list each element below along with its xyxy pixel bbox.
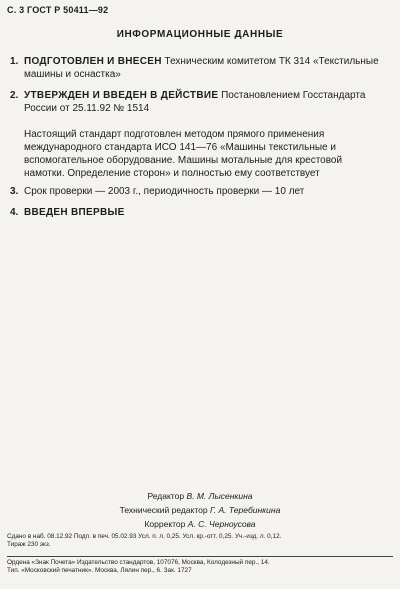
item-number: 4. <box>10 207 19 218</box>
info-item-3 <box>10 185 382 198</box>
item-text: Техническим комитетом ТК 314 «Текстильные машины и оснастка» <box>24 56 379 80</box>
item-number: 2. <box>10 90 19 101</box>
imprint-line: Тираж 230 экз. <box>7 541 51 548</box>
item-text: Срок проверки — 2003 г., периодичность проверки — 10 лет <box>24 186 305 197</box>
editor-name: Г. А. Теребинкина <box>210 505 281 515</box>
editor-line <box>0 489 400 503</box>
item-number: 1. <box>10 56 19 67</box>
info-item-4 <box>10 206 382 219</box>
item-heading: УТВЕРЖДЕН И ВВЕДЕН В ДЕЙСТВИЕ <box>24 90 219 101</box>
printer-line: Тип. «Московский печатник». Москва, Лялин пер., 6. Зак. 1727 <box>7 567 192 574</box>
editors-block <box>0 489 400 531</box>
info-item-1 <box>10 55 382 81</box>
item-heading: ВВЕДЕН ВПЕРВЫЕ <box>24 207 125 218</box>
item-number: 3. <box>10 186 19 197</box>
imprint-block <box>7 533 393 549</box>
imprint-line: Сдано в наб. 08.12.92 Подп. в печ. 05.02.93 Усл. п. л. 0,25. Усл. кр.-отт. 0,25. Уч.-изд. л. 0,12. <box>7 533 282 540</box>
editor-name: В. М. Лысенкина <box>186 491 253 501</box>
publisher-line: Ордена «Знак Почета» Издательство стандартов, 107076, Москва, Колодезный пер., 14. <box>7 559 270 566</box>
technical-editor-line <box>0 503 400 517</box>
editor-role: Технический редактор <box>119 505 208 515</box>
divider-line <box>7 556 393 557</box>
editor-name: А. С. Черноусова <box>187 519 256 529</box>
proofreader-line <box>0 517 400 531</box>
document-title: ИНФОРМАЦИОННЫЕ ДАННЫЕ <box>116 29 284 40</box>
publisher-footer <box>7 559 393 575</box>
item-heading: ПОДГОТОВЛЕН И ВНЕСЕН <box>24 56 162 67</box>
standard-note-paragraph: Настоящий стандарт подготовлен методом прямого применения международного стандарта ИСО 141—76 «Машины текстильные и вспомогательное оборудование. Машины мотальные для крестовой намотки. Определение сторон» и полностью ему соответствует <box>24 129 343 179</box>
editor-role: Редактор <box>147 491 185 501</box>
item-text: Постановлением Госстандарта России от 25.11.92 № 1514 <box>24 90 366 114</box>
editor-role: Корректор <box>144 519 186 529</box>
page-header-code: С. 3 ГОСТ Р 50411—92 <box>7 5 109 15</box>
info-item-2 <box>10 89 382 115</box>
